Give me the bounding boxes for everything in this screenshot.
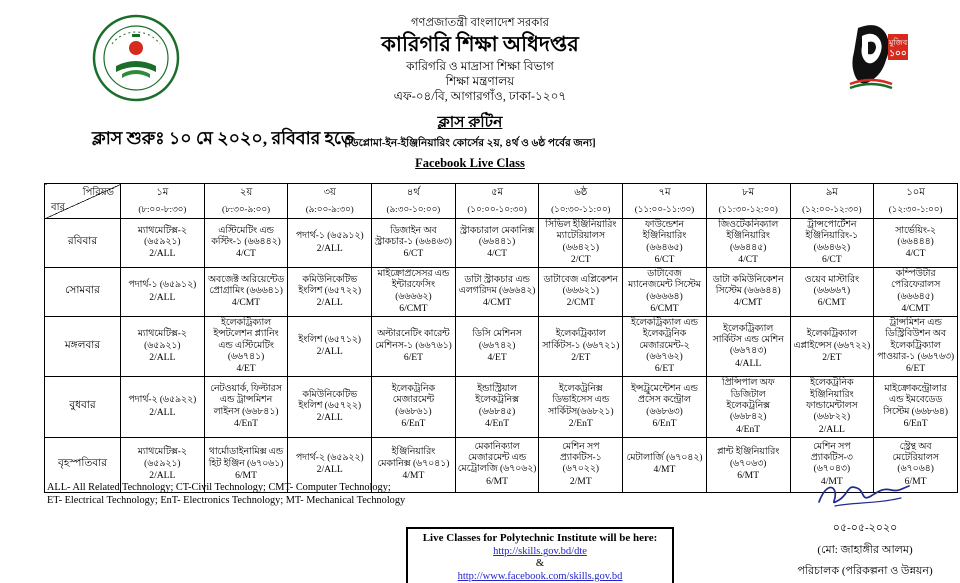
table-row [45,377,958,437]
class-cell: কমিউনিকেটিভ ইংলিশ (৬৫৭২২) 2/ALL [288,377,372,437]
signature-block [760,478,960,581]
class-routine-table [44,183,958,493]
class-cell: ফাউন্ডেশন ইঞ্জিনিয়ারিং (৬৬৪৬৫) 6/CT [623,219,707,268]
period-header: ২য় (৮:৩০-৯:০০) [204,184,288,219]
class-cell: ইলেকট্রিক্যাল এন্ড ইলেকট্রনিক মেজারমেন্ট-২ (৬৬৭৬২) 6/ET [623,316,707,376]
class-cell: পদার্থ-১ (৬৫৯১২) 2/ALL [121,267,205,316]
period-header: ১০ম (১২:৩০-১:০০) [874,184,958,219]
class-cell: ওয়েব মাস্টারিং (৬৬৬৬৭) 6/CMT [790,267,874,316]
corner-period-label: পিরিয়ড [82,187,114,198]
facebook-skills-link[interactable]: http://www.facebook.com/skills.gov.bd [457,571,623,582]
class-cell: পদার্থ-১ (৬৫৯১২) 2/ALL [288,219,372,268]
document-header [0,16,960,104]
ministry-line: শিক্ষা মন্ত্রণালয় [445,73,515,88]
class-cell: ইলেকট্রিক্যাল সার্কিটস এন্ড মেশিন (৬৬৭৪৩) 4/ALL [706,316,790,376]
class-start-note: ক্লাস শুরুঃ ১০ মে ২০২০, রবিবার হতে [92,128,355,148]
class-cell: ইন্সট্রুমেন্টেশন এন্ড প্রসেস কন্ট্রোল (৬৬৮৬৩) 6/EnT [623,377,707,437]
signature-icon [805,478,925,512]
period-header: ৬ষ্ঠ (১০:৩০-১১:০০) [539,184,623,219]
class-cell: ম্যাথমেটিক্স-২ (৬৫৯২১) 2/ALL [121,219,205,268]
director-name: (মো: জাহাঙ্গীর আলম) [817,544,913,556]
class-cell: ডাটাবেজ এপ্লিকেশন (৬৬৬২১) 2/CMT [539,267,623,316]
class-cell: প্লান্ট ইঞ্জিনিয়ারিং (৬৭০৬৩) 6/MT [706,437,790,492]
live-classes-heading: Live Classes for Polytechnic Institute will be here: [422,532,658,544]
class-cell: ইন্ডাস্ট্রিয়াল ইলেকট্রনিক্স (৬৬৮৪৫) 4/EnT [455,377,539,437]
day-label: বৃহস্পতিবার [45,437,121,492]
class-cell: স্ট্রাকচারাল মেকানিক্স (৬৬৪৪১) 4/CT [455,219,539,268]
class-cell: সার্ভেয়িং-২ (৬৬৪৪৪) 4/CT [874,219,958,268]
class-cell: মাইক্রোপ্রসেসর এন্ড ইন্টারফেসিং (৬৬৬৬২) 6/CMT [372,267,456,316]
class-cell: জিওটেকনিক্যাল ইঞ্জিনিয়ারিং (৬৬৪৪৫) 4/CT [706,219,790,268]
class-cell: ট্রান্সপোর্টেশন ইঞ্জিনিয়ারিং-১ (৬৬৪৬২) 6/CT [790,219,874,268]
organization-name: কারিগরি শিক্ষা অধিদপ্তর [381,32,579,57]
class-cell: সিভিল ইঞ্জিনিয়ারিং ম্যাটেরিয়ালস (৬৬৪২১) 2/CT [539,219,623,268]
class-cell: পদার্থ-২ (৬৫৯২২) 2/ALL [288,437,372,492]
day-label: সোমবার [45,267,121,316]
class-cell: ইংলিশ (৬৫৭১২) 2/ALL [288,316,372,376]
division-line: কারিগরি ও মাদ্রাসা শিক্ষা বিভাগ [406,58,554,73]
class-cell: ডাটা স্ট্রাকচার এন্ড এলগরিদম (৬৬৬৪২) 4/CMT [455,267,539,316]
mujib-label-text: মুজিব [888,38,908,47]
class-cell: মেকানিক্যাল মেজারমেন্ট এন্ড মেট্রোলজি (৬৭০৬২) 6/MT [455,437,539,492]
period-header: ৭ম (১১:০০-১১:৩০) [623,184,707,219]
class-cell: থার্মোডাইনামিক্স এন্ড হিট ইঞ্জিন (৬৭০৬১) 6/MT [204,437,288,492]
period-header-row [45,184,958,219]
routine-body [45,219,958,493]
legend-line-1: ALL- All Related Technology; CT-Civil Technology; CMT- Computer Technology; [47,482,391,493]
table-row [45,316,958,376]
class-cell: ডিসি মেশিনস (৬৬৭৪২) 4/ET [455,316,539,376]
skills-dte-link[interactable]: http://skills.gov.bd/dte [493,546,587,557]
course-scope-subtitle: [ডিপ্লোমা-ইন-ইঞ্জিনিয়ারিং কোর্সের ২য়, ৪র্থ ও ৬ষ্ঠ পর্বের জন্য] [344,138,596,149]
period-header: ৪র্থ (৯:৩০-১০:০০) [372,184,456,219]
period-header: ১ম (৮:০০-৮:৩০) [121,184,205,219]
class-cell: ম্যাথমেটিক্স-২ (৬৫৯২১) 2/ALL [121,437,205,492]
class-cell: ম্যাথমেটিক্স-২ (৬৫৯২১) 2/ALL [121,316,205,376]
class-cell: ইলেকট্রনিক মেজারমেন্ট (৬৬৮৬১) 6/EnT [372,377,456,437]
class-cell: ইলেকট্রিক্যাল সার্কিটস-১ (৬৬৭২১) 2/ET [539,316,623,376]
corner-day-label: বার [51,202,65,213]
class-cell: মাইক্রোকন্ট্রোলার এন্ড ইমবেডেড সিস্টেম (৬৬৮৬৪) 6/EnT [874,377,958,437]
class-cell: কমিউনিকেটিভ ইংলিশ (৬৫৭২২) 2/ALL [288,267,372,316]
government-line: গণপ্রজাতন্ত্রী বাংলাদেশ সরকার [410,17,550,29]
class-cell: অবজেক্ট অরিয়েন্টেড প্রোগ্রামিং (৬৬৬৪১) 4/CMT [204,267,288,316]
table-row [45,267,958,316]
address-line: এফ-০৪/বি, আগারগাঁও, ঢাকা-১২০৭ [393,88,567,103]
legend-line-2: ET- Electrical Technology; EnT- Electronics Technology; MT- Mechanical Technology [47,495,406,507]
class-cell: প্রিন্সিপাল অফ ডিজিটাল ইলেকট্রনিক্স (৬৬৮৪২) 4/EnT [706,377,790,437]
class-cell: মেশিন সপ প্র্যাকটিস-১ (৬৭০২২) 2/MT [539,437,623,492]
class-cell: ডাটা কমিউনিকেশন সিস্টেম (৬৬৬৪৪) 4/CMT [706,267,790,316]
class-cell: স্ট্রেন্থ অব মেটেরিয়ালস (৬৭০৬৪) 6/MT [874,437,958,492]
live-classes-box [406,527,674,583]
class-cell: মেশিন সপ প্র্যাকটিস-৩ (৬৭০৪৩) 4/MT [790,437,874,492]
class-cell: ট্রান্সমিশন এন্ড ডিস্ট্রিবিউশন অব ইলেকট্রিক্যাল পাওয়ার-১ (৬৬৭৬৩) 6/ET [874,316,958,376]
mujib-100-text: ১০০ [889,48,907,58]
class-cell: কম্পিউটার পেরিফেরালস (৬৬৬৪৫) 4/CMT [874,267,958,316]
page-title: ক্লাস রুটিন [437,114,503,131]
class-cell: ইঞ্জিনিয়ারিং মেকানিক্স (৬৭০৪১) 4/MT [372,437,456,492]
class-cell: ইলেকট্রনিক্স ডিভাইসেস এন্ড সার্কিটস(৬৬৮২১) 2/EnT [539,377,623,437]
class-cell: অল্টারনেটিং কারেন্ট মেশিনস-১ (৬৬৭৬১) 6/ET [372,316,456,376]
director-designation: পরিচালক (পরিকল্পনা ও উন্নয়ন) [797,565,933,577]
class-cell: নেটওয়ার্ক, ফিল্টারস এন্ড ট্রান্সমিশন লাইনস (৬৬৮৪১) 4/EnT [204,377,288,437]
table-row [45,219,958,268]
day-label: বুধবার [45,377,121,437]
period-header: ৯ম (১২:০০-১২:৩০) [790,184,874,219]
period-header: ৫ম (১০:০০-১০:৩০) [455,184,539,219]
day-label: রবিবার [45,219,121,268]
technology-legend [47,481,405,508]
class-cell: ডিজাইন অব স্ট্রাকচার-১ (৬৬৪৬৩) 6/CT [372,219,456,268]
class-cell: মেটালার্জি (৬৭০৪২) 4/MT [623,437,707,492]
class-cell: ইলেকট্রনিক ইঞ্জিনিয়ারিং ফান্ডামেন্টালস (৬৬৮২২) 2/ALL [790,377,874,437]
class-cell: ডাটাবেজ ম্যানেজমেন্ট সিস্টেম (৬৬৬৬৪) 6/CMT [623,267,707,316]
class-cell: পদার্থ-২ (৬৫৯২২) 2/ALL [121,377,205,437]
period-header: ৮ম (১১:৩০-১২:০০) [706,184,790,219]
day-label: মঙ্গলবার [45,316,121,376]
corner-cell [45,184,121,219]
class-cell: এস্টিমেটিং এন্ড কস্টিং-১ (৬৬৪৪২) 4/CT [204,219,288,268]
platform-title: Facebook Live Class [415,156,525,170]
class-cell: ইলেকট্রিক্যাল ইন্সটলেশন প্ল্যানিং এন্ড এস্টিমেটিং (৬৬৭৪১) 4/ET [204,316,288,376]
class-cell: ইলেকট্রিক্যাল এপ্লাইন্সেস (৬৬৭২২) 2/ET [790,316,874,376]
period-header: ৩য় (৯:০০-৯:৩০) [288,184,372,219]
ampersand-text: & [535,558,545,569]
signature-date: ০৫-০৫-২০২০ [832,522,898,534]
